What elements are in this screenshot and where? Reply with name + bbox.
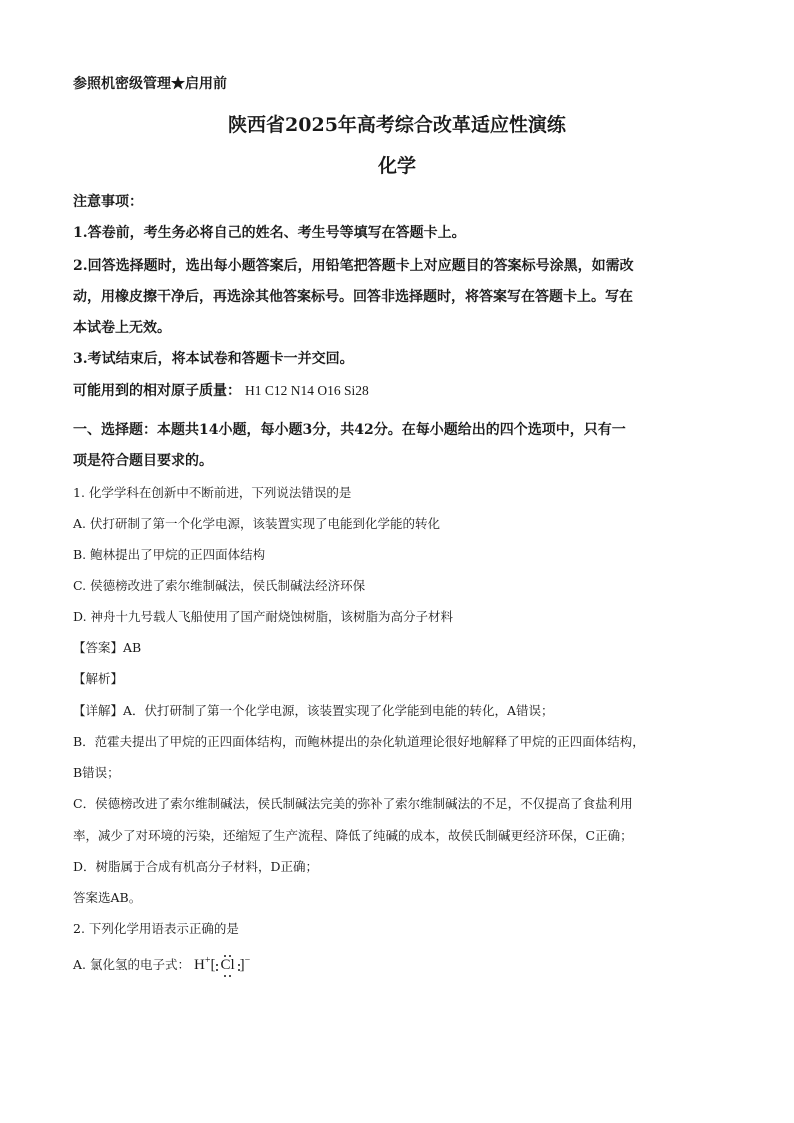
subject-title: 化学 [377, 155, 416, 177]
q1-explanation-line: B错误； [73, 765, 120, 780]
notice-item: 3.考试结束后，将本试卷和答题卡一并交回。 [73, 351, 354, 367]
q2-option-a-label: A. 氯化氢的电子式： [73, 957, 190, 972]
q1-option-b: B. 鲍林提出了甲烷的正四面体结构 [73, 547, 266, 562]
electron-dot [216, 964, 218, 966]
section-heading-cont: 项是符合题目要求的。 [73, 453, 213, 469]
q1-option-d: D. 神舟十九号载人飞船使用了国产耐烧蚀树脂，该树脂为高分子材料 [73, 609, 454, 624]
formula-anion-charge: − [244, 955, 251, 966]
q1-explanation-line: 【详解】A．伏打研制了第一个化学电源，该装置实现了化学能到电能的转化，A错误； [73, 703, 554, 718]
hcl-electron-formula [194, 956, 250, 973]
q1-option-c: C. 侯德榜改进了索尔维制碱法，侯氏制碱法经济环保 [73, 578, 366, 593]
q1-explanation-line: 答案选AB。 [73, 890, 142, 905]
q1-analysis-label: 【解析】 [73, 671, 124, 686]
confidential-label: 参照机密级管理★启用前 [73, 76, 227, 92]
q1-explanation-line: C．侯德榜改进了索尔维制碱法，侯氏制碱法完美的弥补了索尔维制碱法的不足，不仅提高了食盐利用 [73, 796, 633, 811]
q2-option-a [73, 956, 250, 973]
notice-heading: 注意事项： [73, 194, 143, 210]
electron-dot [224, 975, 226, 977]
question-1-stem: 1. 化学学科在创新中不断前进，下列说法错误的是 [73, 485, 352, 500]
notice-item: 1.答卷前，考生务必将自己的姓名、考生号等填写在答题卡上。 [73, 225, 466, 241]
section-heading: 一、选择题：本题共14小题，每小题3分，共42分。在每小题给出的四个选项中，只有一 [73, 422, 626, 438]
formula-chlorine-with-electrons [215, 958, 239, 973]
q1-answer: 【答案】AB [73, 640, 142, 655]
electron-dot [229, 975, 231, 977]
atomic-masses-values: H1 C12 N14 O16 Si28 [245, 383, 369, 398]
electron-dot [216, 969, 218, 971]
electron-dot [238, 969, 240, 971]
q1-explanation-line: D．树脂属于合成有机高分子材料，D正确； [73, 859, 319, 874]
question-2-stem: 2. 下列化学用语表示正确的是 [73, 921, 239, 936]
formula-left-bracket: [ [210, 957, 216, 973]
electron-dot [238, 964, 240, 966]
notice-item: 本试卷上无效。 [73, 320, 171, 336]
atomic-masses [73, 384, 369, 398]
formula-cation-charge: + [204, 955, 211, 966]
exam-title: 陕西省2025年高考综合改革适应性演练 [228, 114, 566, 136]
q1-option-a: A. 伏打研制了第一个化学电源，该装置实现了电能到化学能的转化 [73, 516, 440, 531]
formula-right-bracket: ] [239, 957, 245, 973]
q1-explanation-line: 率，减少了对环境的污染，还缩短了生产流程、降低了纯碱的成本，故侯氏制碱更经济环保，C正确； [73, 828, 633, 843]
formula-anion: Cl [220, 957, 235, 973]
q1-explanation-line: B．范霍夫提出了甲烷的正四面体结构，而鲍林提出的杂化轨道理论很好地解释了甲烷的正四面体结构， [73, 734, 645, 749]
notice-item: 动，用橡皮擦干净后，再选涂其他答案标号。回答非选择题时，将答案写在答题卡上。写在 [73, 289, 633, 305]
atomic-masses-label: 可能用到的相对原子质量： [73, 383, 241, 399]
formula-cation: H [193, 957, 205, 973]
notice-item: 2.回答选择题时，选出每小题答案后，用铅笔把答题卡上对应题目的答案标号涂黑，如需改 [73, 258, 634, 274]
